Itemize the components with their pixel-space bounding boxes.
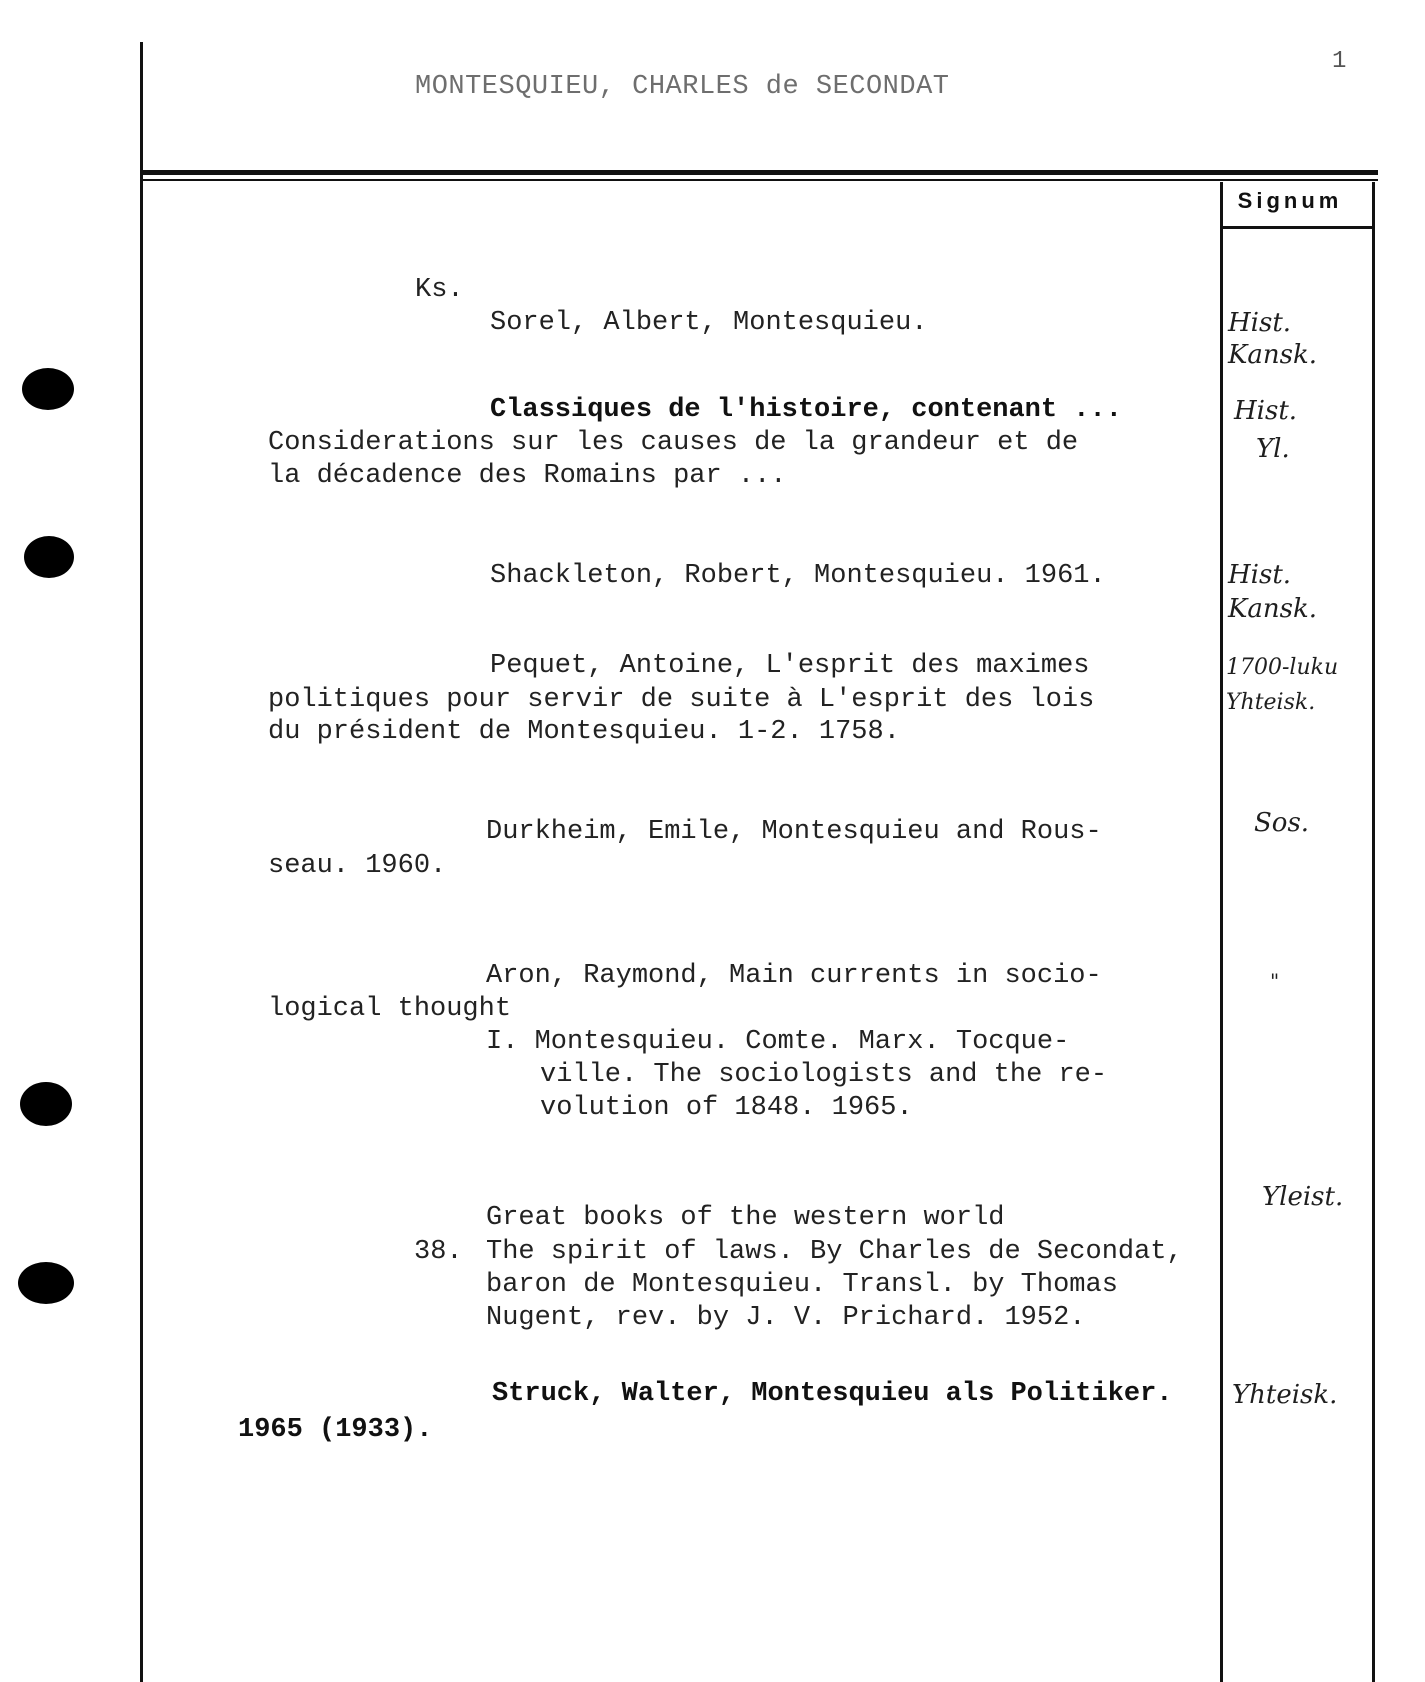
entry-text: Aron, Raymond, Main currents in socio- [486, 961, 1102, 991]
entry-text: Ks. [415, 275, 464, 305]
entry-text: volution of 1848. 1965. [540, 1093, 913, 1123]
header-rule-thin [140, 179, 1378, 181]
entry-text: seau. 1960. [268, 851, 447, 881]
signum-handwritten: Kansk. [1228, 340, 1318, 370]
signum-header-rule [1220, 226, 1375, 229]
entry-text: Durkheim, Emile, Montesquieu and Rous- [486, 817, 1102, 847]
punch-hole [22, 368, 74, 410]
card-author-heading: MONTESQUIEU, CHARLES de SECONDAT [415, 72, 950, 102]
signum-handwritten: Yhteisk. [1232, 1380, 1338, 1410]
page-number: 1 [1332, 48, 1347, 75]
signum-handwritten: Hist. [1234, 396, 1298, 426]
entry-text: Shackleton, Robert, Montesquieu. 1961. [490, 561, 1106, 591]
signum-handwritten: Sos. [1254, 808, 1310, 838]
signum-handwritten: 1700-luku [1226, 655, 1339, 680]
signum-ditto-mark: " [1270, 969, 1280, 993]
signum-handwritten: Yleist. [1262, 1182, 1344, 1212]
entry-text: ville. The sociologists and the re- [540, 1060, 1108, 1090]
punch-hole [24, 536, 74, 578]
signum-column-right-rule [1372, 182, 1375, 1682]
signum-column-header: Signum [1237, 188, 1343, 213]
entry-text: Sorel, Albert, Montesquieu. [490, 308, 928, 338]
entry-text: The spirit of laws. By Charles de Secondat, [486, 1237, 1183, 1267]
entry-text: Struck, Walter, Montesquieu als Politiker. [492, 1379, 1173, 1409]
punch-hole [20, 1082, 72, 1126]
entry-text: 1965 (1933). [238, 1415, 433, 1445]
punch-hole [18, 1262, 74, 1304]
entry-text: Pequet, Antoine, L'esprit des maximes [490, 651, 1090, 681]
entry-text: Nugent, rev. by J. V. Prichard. 1952. [486, 1303, 1086, 1333]
signum-handwritten: Hist. [1228, 308, 1292, 338]
entry-text: Classiques de l'histoire, contenant ... [490, 395, 1122, 425]
signum-handwritten: Yhteisk. [1226, 690, 1316, 715]
entry-text: la décadence des Romains par ... [268, 461, 787, 491]
signum-handwritten: Yl. [1256, 434, 1290, 464]
entry-volume-number: 38. [414, 1237, 463, 1267]
entry-text: Great books of the western world [486, 1203, 1005, 1233]
entry-text: I. Montesquieu. Comte. Marx. Tocque- [486, 1027, 1070, 1057]
entry-text: du président de Montesquieu. 1-2. 1758. [268, 717, 900, 747]
header-rule [140, 170, 1378, 175]
entry-text: baron de Montesquieu. Transl. by Thomas [486, 1270, 1118, 1300]
entry-text: logical thought [268, 994, 512, 1024]
entry-text: politiques pour servir de suite à L'esprit des lois [268, 685, 1095, 715]
left-margin-rule [140, 42, 143, 1682]
entry-text: Considerations sur les causes de la grandeur et de [268, 428, 1079, 458]
signum-handwritten: Hist. [1228, 560, 1292, 590]
signum-column-left-rule [1220, 182, 1223, 1682]
signum-handwritten: Kansk. [1228, 594, 1318, 624]
